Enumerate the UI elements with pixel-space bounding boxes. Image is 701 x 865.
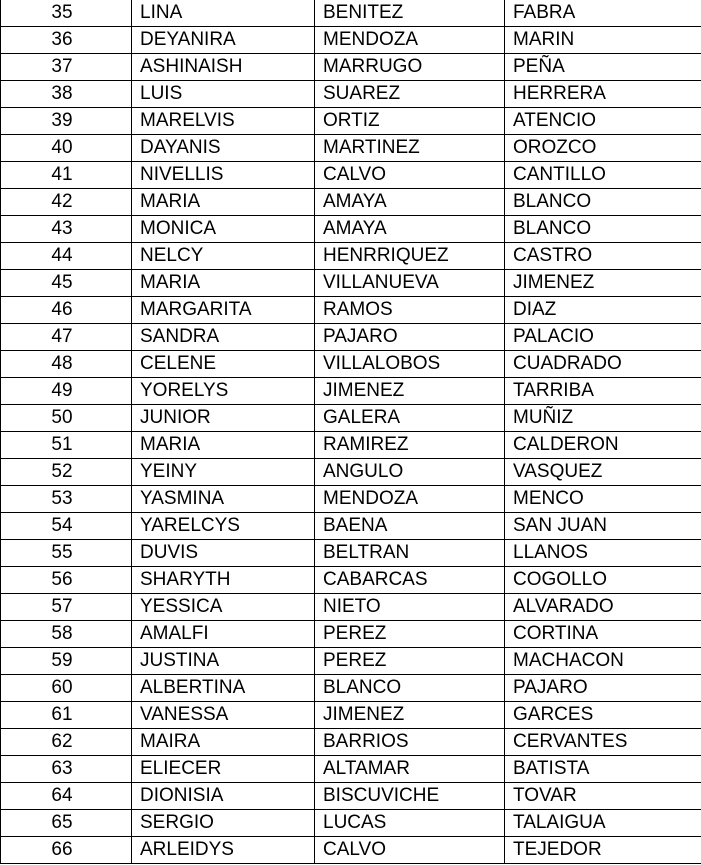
first-surname-cell[interactable]: BARRIOS	[315, 729, 505, 756]
second-surname-cell[interactable]: VASQUEZ	[505, 459, 701, 486]
table-row	[1, 189, 701, 216]
table-row	[1, 810, 701, 837]
second-surname-cell[interactable]: LLANOS	[505, 540, 701, 567]
row-number-cell[interactable]: 59	[1, 648, 132, 675]
first-surname-cell[interactable]: AMAYA	[315, 189, 505, 216]
table-row	[1, 378, 701, 405]
first-name-cell[interactable]: NELCY	[132, 243, 315, 270]
table-row	[1, 513, 701, 540]
table-row	[1, 297, 701, 324]
row-number-cell[interactable]: 51	[1, 432, 132, 459]
row-number-cell[interactable]: 65	[1, 810, 132, 837]
first-surname-cell[interactable]: CALVO	[315, 837, 505, 864]
first-surname-cell[interactable]: NIETO	[315, 594, 505, 621]
row-number-cell[interactable]: 52	[1, 459, 132, 486]
first-name-cell[interactable]: ALBERTINA	[132, 675, 315, 702]
first-name-cell[interactable]: AMALFI	[132, 621, 315, 648]
first-surname-cell[interactable]: BLANCO	[315, 675, 505, 702]
row-number-cell[interactable]: 37	[1, 54, 132, 81]
first-surname-cell[interactable]: GALERA	[315, 405, 505, 432]
table-row	[1, 405, 701, 432]
table-row	[1, 756, 701, 783]
row-number-cell[interactable]: 66	[1, 837, 132, 864]
row-number-cell[interactable]: 47	[1, 324, 132, 351]
table-row	[1, 783, 701, 810]
first-surname-cell[interactable]: MARTINEZ	[315, 135, 505, 162]
first-name-cell[interactable]: MARGARITA	[132, 297, 315, 324]
first-name-cell[interactable]: JUNIOR	[132, 405, 315, 432]
second-surname-cell[interactable]: MARIN	[505, 27, 701, 54]
first-surname-cell[interactable]: RAMIREZ	[315, 432, 505, 459]
second-surname-cell[interactable]: DIAZ	[505, 297, 701, 324]
table-row	[1, 270, 701, 297]
second-surname-cell[interactable]: PAJARO	[505, 675, 701, 702]
row-number-cell[interactable]: 42	[1, 189, 132, 216]
row-number-cell[interactable]: 38	[1, 81, 132, 108]
table-row	[1, 567, 701, 594]
first-surname-cell[interactable]: CALVO	[315, 162, 505, 189]
table-row	[1, 54, 701, 81]
first-name-cell[interactable]: MAIRA	[132, 729, 315, 756]
table-row	[1, 108, 701, 135]
second-surname-cell[interactable]: MACHACON	[505, 648, 701, 675]
first-name-cell[interactable]: YASMINA	[132, 486, 315, 513]
table-row	[1, 621, 701, 648]
table-row	[1, 351, 701, 378]
row-number-cell[interactable]: 61	[1, 702, 132, 729]
second-surname-cell[interactable]: CORTINA	[505, 621, 701, 648]
first-name-cell[interactable]: LUIS	[132, 81, 315, 108]
second-surname-cell[interactable]: TOVAR	[505, 783, 701, 810]
first-surname-cell[interactable]: BAENA	[315, 513, 505, 540]
first-name-cell[interactable]: SERGIO	[132, 810, 315, 837]
table-row	[1, 432, 701, 459]
first-surname-cell[interactable]: PEREZ	[315, 648, 505, 675]
second-surname-cell[interactable]: ALVARADO	[505, 594, 701, 621]
row-number-cell[interactable]: 57	[1, 594, 132, 621]
row-number-cell[interactable]: 44	[1, 243, 132, 270]
first-name-cell[interactable]: ELIECER	[132, 756, 315, 783]
row-number-cell[interactable]: 45	[1, 270, 132, 297]
row-number-cell[interactable]: 50	[1, 405, 132, 432]
first-name-cell[interactable]: DEYANIRA	[132, 27, 315, 54]
row-number-cell[interactable]: 63	[1, 756, 132, 783]
first-name-cell[interactable]: MARIA	[132, 270, 315, 297]
first-surname-cell[interactable]: JIMENEZ	[315, 702, 505, 729]
second-surname-cell[interactable]: JIMENEZ	[505, 270, 701, 297]
row-number-cell[interactable]: 60	[1, 675, 132, 702]
table-body	[1, 0, 701, 864]
table-row	[1, 0, 701, 27]
second-surname-cell[interactable]: MENCO	[505, 486, 701, 513]
first-surname-cell[interactable]: LUCAS	[315, 810, 505, 837]
second-surname-cell[interactable]: CUADRADO	[505, 351, 701, 378]
row-number-cell[interactable]: 58	[1, 621, 132, 648]
first-name-cell[interactable]: NIVELLIS	[132, 162, 315, 189]
second-surname-cell[interactable]: CALDERON	[505, 432, 701, 459]
table-row	[1, 459, 701, 486]
row-number-cell[interactable]: 48	[1, 351, 132, 378]
first-name-cell[interactable]: YORELYS	[132, 378, 315, 405]
first-surname-cell[interactable]: BISCUVICHE	[315, 783, 505, 810]
second-surname-cell[interactable]: ATENCIO	[505, 108, 701, 135]
table-row	[1, 648, 701, 675]
first-surname-cell[interactable]: ANGULO	[315, 459, 505, 486]
row-number-cell[interactable]: 54	[1, 513, 132, 540]
second-surname-cell[interactable]: OROZCO	[505, 135, 701, 162]
first-surname-cell[interactable]: ORTIZ	[315, 108, 505, 135]
second-surname-cell[interactable]: COGOLLO	[505, 567, 701, 594]
second-surname-cell[interactable]: HERRERA	[505, 81, 701, 108]
first-name-cell[interactable]: MARIA	[132, 432, 315, 459]
first-name-cell[interactable]: SANDRA	[132, 324, 315, 351]
second-surname-cell[interactable]: CERVANTES	[505, 729, 701, 756]
second-surname-cell[interactable]: BLANCO	[505, 216, 701, 243]
first-surname-cell[interactable]: JIMENEZ	[315, 378, 505, 405]
second-surname-cell[interactable]: PEÑA	[505, 54, 701, 81]
row-number-cell[interactable]: 56	[1, 567, 132, 594]
first-name-cell[interactable]: MONICA	[132, 216, 315, 243]
first-name-cell[interactable]: MARELVIS	[132, 108, 315, 135]
first-surname-cell[interactable]: BENITEZ	[315, 0, 505, 27]
table-row	[1, 162, 701, 189]
second-surname-cell[interactable]: TEJEDOR	[505, 837, 701, 864]
row-number-cell[interactable]: 43	[1, 216, 132, 243]
second-surname-cell[interactable]: TALAIGUA	[505, 810, 701, 837]
second-surname-cell[interactable]: FABRA	[505, 0, 701, 27]
first-name-cell[interactable]: DAYANIS	[132, 135, 315, 162]
second-surname-cell[interactable]: CASTRO	[505, 243, 701, 270]
first-name-cell[interactable]: JUSTINA	[132, 648, 315, 675]
row-number-cell[interactable]: 46	[1, 297, 132, 324]
table-row	[1, 243, 701, 270]
first-surname-cell[interactable]: BELTRAN	[315, 540, 505, 567]
first-surname-cell[interactable]: PEREZ	[315, 621, 505, 648]
second-surname-cell[interactable]: BLANCO	[505, 189, 701, 216]
first-surname-cell[interactable]: PAJARO	[315, 324, 505, 351]
row-number-cell[interactable]: 39	[1, 108, 132, 135]
first-name-cell[interactable]: DIONISIA	[132, 783, 315, 810]
first-name-cell[interactable]: VANESSA	[132, 702, 315, 729]
first-surname-cell[interactable]: SUAREZ	[315, 81, 505, 108]
first-surname-cell[interactable]: MARRUGO	[315, 54, 505, 81]
row-number-cell[interactable]: 41	[1, 162, 132, 189]
first-surname-cell[interactable]: ALTAMAR	[315, 756, 505, 783]
row-number-cell[interactable]: 64	[1, 783, 132, 810]
row-number-cell[interactable]: 35	[1, 0, 132, 27]
first-surname-cell[interactable]: VILLANUEVA	[315, 270, 505, 297]
first-name-cell[interactable]: LINA	[132, 0, 315, 27]
first-surname-cell[interactable]: MENDOZA	[315, 27, 505, 54]
table-row	[1, 486, 701, 513]
first-surname-cell[interactable]: AMAYA	[315, 216, 505, 243]
first-surname-cell[interactable]: CABARCAS	[315, 567, 505, 594]
row-number-cell[interactable]: 40	[1, 135, 132, 162]
first-name-cell[interactable]: DUVIS	[132, 540, 315, 567]
row-number-cell[interactable]: 36	[1, 27, 132, 54]
table-row	[1, 324, 701, 351]
first-name-cell[interactable]: MARIA	[132, 189, 315, 216]
first-surname-cell[interactable]: HENRRIQUEZ	[315, 243, 505, 270]
table-row	[1, 594, 701, 621]
first-name-cell[interactable]: YESSICA	[132, 594, 315, 621]
row-number-cell[interactable]: 53	[1, 486, 132, 513]
second-surname-cell[interactable]: TARRIBA	[505, 378, 701, 405]
row-number-cell[interactable]: 49	[1, 378, 132, 405]
second-surname-cell[interactable]: PALACIO	[505, 324, 701, 351]
first-name-cell[interactable]: YEINY	[132, 459, 315, 486]
table-row	[1, 135, 701, 162]
second-surname-cell[interactable]: GARCES	[505, 702, 701, 729]
first-name-cell[interactable]: ARLEIDYS	[132, 837, 315, 864]
table-row	[1, 837, 701, 864]
first-name-cell[interactable]: CELENE	[132, 351, 315, 378]
second-surname-cell[interactable]: MUÑIZ	[505, 405, 701, 432]
table-row	[1, 81, 701, 108]
first-surname-cell[interactable]: VILLALOBOS	[315, 351, 505, 378]
second-surname-cell[interactable]: SAN JUAN	[505, 513, 701, 540]
row-number-cell[interactable]: 55	[1, 540, 132, 567]
first-name-cell[interactable]: SHARYTH	[132, 567, 315, 594]
table-row	[1, 216, 701, 243]
table-row	[1, 540, 701, 567]
table-row	[1, 675, 701, 702]
table-row	[1, 27, 701, 54]
first-surname-cell[interactable]: MENDOZA	[315, 486, 505, 513]
first-name-cell[interactable]: YARELCYS	[132, 513, 315, 540]
table-row	[1, 702, 701, 729]
first-surname-cell[interactable]: RAMOS	[315, 297, 505, 324]
table-row	[1, 729, 701, 756]
first-name-cell[interactable]: ASHINAISH	[132, 54, 315, 81]
row-number-cell[interactable]: 62	[1, 729, 132, 756]
second-surname-cell[interactable]: BATISTA	[505, 756, 701, 783]
second-surname-cell[interactable]: CANTILLO	[505, 162, 701, 189]
